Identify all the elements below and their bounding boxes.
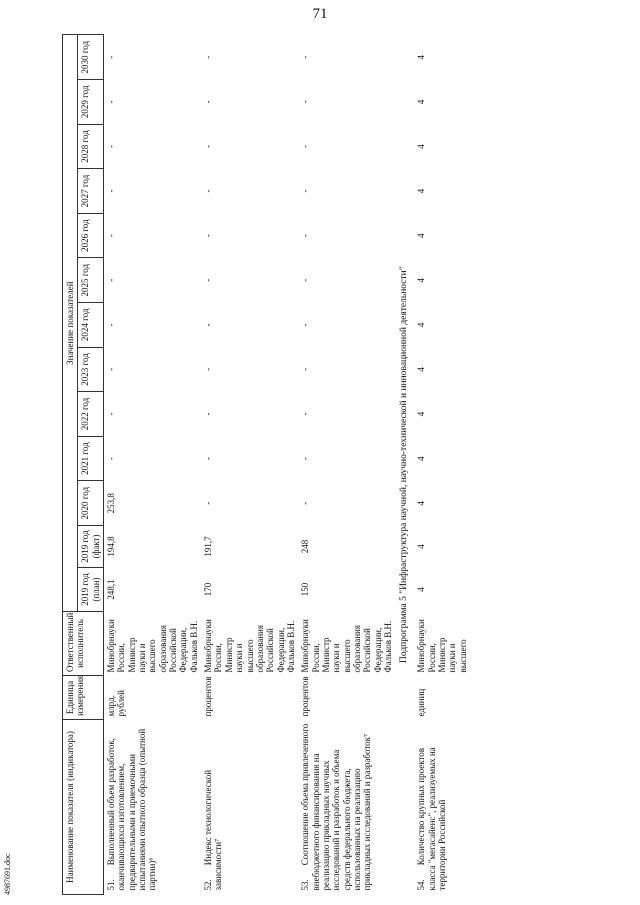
- subprogram-title: Подпрограмма 5 "Инфраструктура научной, научно-технической и инновационной деятельности": [399, 266, 410, 664]
- value-cell: 4: [416, 500, 427, 506]
- year-header: 2019 год (факт): [78, 526, 104, 568]
- year-header: 2021 год: [78, 436, 104, 481]
- value-cell: -: [203, 501, 214, 505]
- table-row: [104, 35, 202, 895]
- value-cell: 150: [300, 582, 311, 597]
- value-cell: -: [106, 189, 117, 193]
- value-cell: -: [203, 234, 214, 238]
- value-cell: 4: [416, 144, 427, 149]
- value-cell: 4: [416, 587, 427, 592]
- indicator-name: [298, 720, 395, 895]
- value-cell: -: [300, 323, 311, 327]
- value-cell: 4: [416, 99, 427, 105]
- value-cell: -: [106, 412, 117, 416]
- value-cell: -: [203, 144, 214, 148]
- header-name: Наименование показателя (индикатора): [63, 720, 104, 895]
- responsible-cell: Минобрнауки России, Министр науки и высшего образования Российской Федерации, Фальков В.Н.: [300, 619, 393, 673]
- year-header: 2027 год: [78, 169, 104, 214]
- value-cell: 191,7: [203, 536, 214, 557]
- value-cell: 248: [300, 539, 311, 554]
- table-body: [104, 35, 470, 895]
- value-cell: 4: [416, 54, 427, 60]
- indicator-text: Количество крупных проектов класса "мегасайенс", реализуемых на территории Российской: [416, 747, 447, 891]
- value-cell: -: [106, 367, 117, 371]
- year-header: 2030 год: [78, 35, 104, 80]
- value-cell: -: [106, 323, 117, 327]
- year-header: 2026 год: [78, 213, 104, 258]
- year-header: 2024 год: [78, 303, 104, 348]
- value-cell: -: [106, 144, 117, 148]
- indicator-text: Соотношение объема привлеченного внебюджетного финансирования на реализацию прикладных научных исследований и разработок и объема средств федерального бюджета, использованных на реализацию прикладных исследований и разработок⁷: [300, 723, 373, 891]
- value-cell: -: [106, 278, 117, 282]
- year-header: 2025 год: [78, 258, 104, 303]
- indicator-text: Индекс технологической зависимости⁷: [203, 769, 224, 891]
- row-number: 54.: [416, 879, 427, 891]
- year-header: 2029 год: [78, 80, 104, 125]
- table-row: [201, 35, 298, 895]
- row-number: 52.: [203, 879, 214, 891]
- rotated-table-wrapper: [62, 35, 622, 895]
- value-cell: -: [203, 55, 214, 59]
- value-cell: -: [203, 412, 214, 416]
- value-cell: -: [203, 189, 214, 193]
- year-header: 2022 год: [78, 392, 104, 437]
- value-cell: -: [300, 189, 311, 193]
- value-cell: 248,1: [106, 579, 117, 600]
- value-cell: -: [203, 457, 214, 461]
- header-responsible: Ответственный исполнитель: [63, 612, 104, 676]
- value-cell: 4: [416, 322, 427, 328]
- value-cell: 4: [416, 277, 427, 283]
- value-cell: -: [300, 234, 311, 238]
- value-cell: 253,8: [106, 493, 117, 514]
- unit-cell: млрд. рублей: [106, 690, 127, 717]
- document-id: 4987691.doc: [3, 853, 12, 895]
- page-number: 71: [312, 6, 328, 22]
- table-row: [298, 35, 395, 895]
- responsible-cell: Минобрнауки России, Министр науки и высшего образования Российской Федерации, Фальков В.Н.: [203, 619, 296, 673]
- unit-cell: процентов: [300, 676, 311, 717]
- value-cell: 4: [416, 367, 427, 372]
- indicator-name: [201, 720, 298, 895]
- value-cell: -: [300, 278, 311, 282]
- value-cell: -: [106, 55, 117, 59]
- value-cell: 170: [203, 582, 214, 597]
- value-cell: -: [300, 144, 311, 148]
- value-cell: -: [300, 55, 311, 59]
- year-header: 2023 год: [78, 347, 104, 392]
- indicator-name: [414, 720, 470, 895]
- value-cell: -: [203, 367, 214, 371]
- header-values-group: Значение показателей: [63, 35, 78, 612]
- responsible-cell: Минобрнауки России, Министр науки и высшего образования Российской Федерации, Фальков В.Н.: [106, 619, 199, 673]
- year-header: 2020 год: [78, 481, 104, 526]
- value-cell: -: [106, 234, 117, 238]
- responsible-cell: Минобрнауки России, Министр науки и высшего: [416, 619, 468, 673]
- unit-cell: единиц: [416, 688, 427, 717]
- unit-cell: процентов: [203, 676, 214, 717]
- indicators-table: [62, 34, 470, 895]
- value-cell: 4: [416, 233, 427, 238]
- value-cell: -: [300, 457, 311, 461]
- subprogram-row: [395, 35, 414, 895]
- value-cell: -: [300, 412, 311, 416]
- value-cell: 4: [416, 544, 427, 549]
- indicator-text: Выполненный объем разработок, оканчивающихся изготовлением, предварительными и приемочными испытаниями опытного образца (опытной партии)⁶: [106, 728, 158, 891]
- value-cell: -: [106, 100, 117, 104]
- value-cell: -: [106, 457, 117, 461]
- value-cell: 4: [416, 188, 427, 194]
- indicator-name: [104, 720, 202, 895]
- year-header: 2028 год: [78, 124, 104, 169]
- value-cell: -: [300, 100, 311, 104]
- year-header: 2019 год (план): [78, 568, 104, 612]
- table-row: [414, 35, 470, 895]
- value-cell: 4: [416, 456, 427, 461]
- value-cell: -: [203, 323, 214, 327]
- value-cell: -: [300, 367, 311, 371]
- value-cell: -: [203, 100, 214, 104]
- header-unit: Единица измерения: [63, 676, 104, 720]
- value-cell: 4: [416, 411, 427, 417]
- value-cell: -: [203, 278, 214, 282]
- value-cell: 194,8: [106, 536, 117, 557]
- value-cell: -: [300, 501, 311, 505]
- row-number: 51.: [106, 879, 117, 891]
- row-number: 53.: [300, 879, 311, 891]
